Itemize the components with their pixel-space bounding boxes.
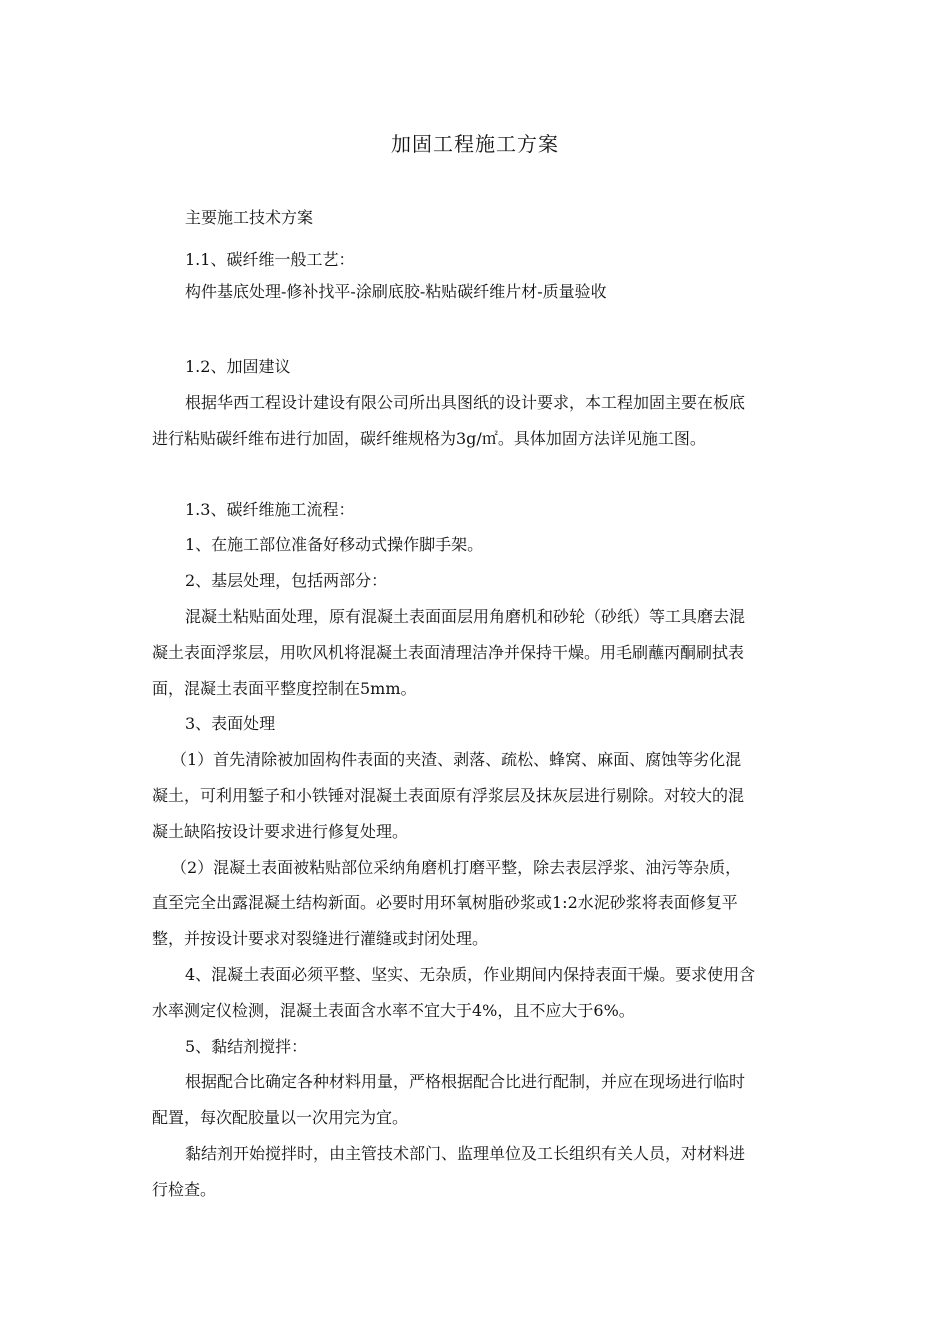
paragraph-line: 根据华西工程设计建设有限公司所出具图纸的设计要求，本工程加固主要在板底 <box>185 393 746 412</box>
paragraph-line: （2）混凝土表面被粘贴部位采纳角磨机打磨平整，除去表层浮浆、油污等杂质， <box>171 858 742 877</box>
paragraph-line: 进行粘贴碳纤维布进行加固，碳纤维规格为3g/㎡。具体加固方法详见施工图。 <box>152 429 706 448</box>
paragraph-line: 构件基底处理-修补找平-涂刷底胶-粘贴碳纤维片材-质量验收 <box>185 282 607 301</box>
paragraph-line: 凝土缺陷按设计要求进行修复处理。 <box>152 822 409 841</box>
paragraph-line: 黏结剂开始搅拌时，由主管技术部门、监理单位及工长组织有关人员，对材料进 <box>185 1144 746 1163</box>
paragraph-line: （1）首先清除被加固构件表面的夹渣、剥落、疏松、蜂窝、麻面、腐蚀等劣化混 <box>171 750 742 769</box>
subsection-heading: 1.2、加固建议 <box>185 357 291 376</box>
paragraph-line: 水率测定仪检测，混凝土表面含水率不宜大于4%，且不应大于6%。 <box>152 1001 635 1020</box>
paragraph-line: 凝土，可利用錾子和小铁锤对混凝土表面原有浮浆层及抹灰层进行剔除。对较大的混 <box>152 786 745 805</box>
paragraph-line: 根据配合比确定各种材料用量，严格根据配合比进行配制，并应在现场进行临时 <box>185 1072 746 1091</box>
list-item: 3、表面处理 <box>185 714 276 733</box>
paragraph-line: 配置，每次配胶量以一次用完为宜。 <box>152 1108 409 1127</box>
list-item: 5、黏结剂搅拌： <box>185 1037 308 1056</box>
subsection-heading: 1.1、碳纤维一般工艺： <box>185 250 355 269</box>
paragraph-line: 整，并按设计要求对裂缝进行灌缝或封闭处理。 <box>152 929 489 948</box>
document-title: 加固工程施工方案 <box>391 132 559 156</box>
paragraph-line: 混凝土粘贴面处理，原有混凝土表面面层用角磨机和砂轮（砂纸）等工具磨去混 <box>185 607 746 626</box>
paragraph-line: 面，混凝土表面平整度控制在5mm。 <box>152 679 417 698</box>
subsection-heading: 1.3、碳纤维施工流程： <box>185 500 355 519</box>
paragraph-line: 凝土表面浮浆层，用吹风机将混凝土表面清理洁净并保持干燥。用毛刷蘸丙酮刷拭表 <box>152 643 745 662</box>
paragraph-line: 直至完全出露混凝土结构新面。必要时用环氧树脂砂浆或1:2水泥砂浆将表面修复平 <box>152 893 738 912</box>
section-heading: 主要施工技术方案 <box>185 208 314 227</box>
list-item: 1、在施工部位准备好移动式操作脚手架。 <box>185 535 484 554</box>
list-item: 2、基层处理，包括两部分： <box>185 571 388 590</box>
list-item: 4、混凝土表面必须平整、坚实、无杂质，作业期间内保持表面干燥。要求使用含 <box>185 965 756 984</box>
paragraph-line: 行检查。 <box>152 1180 217 1199</box>
